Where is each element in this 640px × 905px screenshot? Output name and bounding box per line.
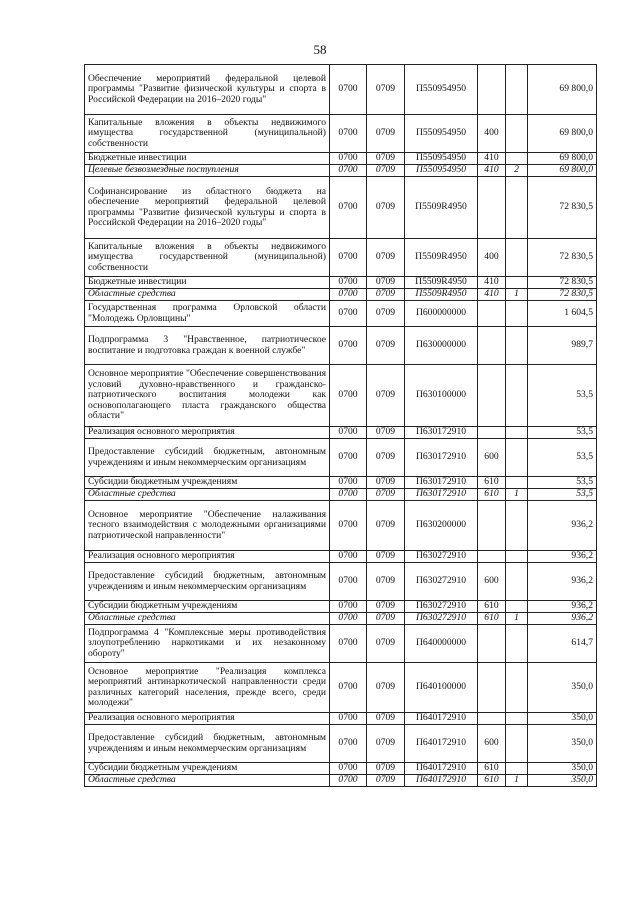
- row-name-cell: Основное мероприятие "Обеспечение налаживания тесного взаимодействия с молодежными организациями патриотической направленности": [85, 501, 330, 551]
- expense-type-cell: [478, 713, 506, 725]
- target-article-cell: П640100000: [405, 663, 478, 713]
- target-article-cell: П550954950: [405, 165, 478, 177]
- expense-type-cell: [478, 365, 506, 427]
- funding-source-cell: [506, 115, 528, 153]
- row-name-cell: Обеспечение мероприятий федеральной целевой программы "Развитие физической культуры и спорта в Российской Федерации на 2016–2020 годы": [85, 65, 330, 115]
- subsection-code-cell: 0709: [367, 477, 405, 489]
- funding-source-cell: [506, 763, 528, 775]
- section-code-cell: 0700: [330, 427, 367, 439]
- section-code-cell: 0700: [330, 501, 367, 551]
- funding-source-cell: 1: [506, 775, 528, 787]
- section-code-cell: 0700: [330, 663, 367, 713]
- expense-type-cell: [478, 65, 506, 115]
- subsection-code-cell: 0709: [367, 177, 405, 239]
- amount-cell: 69 800,0: [528, 65, 597, 115]
- row-name-cell: Реализация основного мероприятия: [85, 551, 330, 563]
- expense-type-cell: 410: [478, 153, 506, 165]
- table-row: [85, 551, 597, 563]
- expense-type-cell: [478, 177, 506, 239]
- funding-source-cell: [506, 625, 528, 663]
- expense-type-cell: 400: [478, 115, 506, 153]
- funding-source-cell: [506, 239, 528, 277]
- table-row: [85, 625, 597, 663]
- subsection-code-cell: 0709: [367, 775, 405, 787]
- table-row: [85, 563, 597, 601]
- row-name-cell: Основное мероприятие "Обеспечение совершенствования условий духовно-нравственного и гражданско-патриотического воспитания молодежи как основополагающего пласта гражданского общества области": [85, 365, 330, 427]
- table-row: [85, 489, 597, 501]
- subsection-code-cell: 0709: [367, 613, 405, 625]
- row-name-cell: Бюджетные инвестиции: [85, 153, 330, 165]
- target-article-cell: П630272910: [405, 551, 478, 563]
- subsection-code-cell: 0709: [367, 551, 405, 563]
- expense-type-cell: 610: [478, 477, 506, 489]
- row-name-cell: Капитальные вложения в объекты недвижимого имущества государственной (муниципальной) собственности: [85, 115, 330, 153]
- section-code-cell: 0700: [330, 551, 367, 563]
- section-code-cell: 0700: [330, 239, 367, 277]
- section-code-cell: 0700: [330, 277, 367, 289]
- subsection-code-cell: 0709: [367, 501, 405, 551]
- amount-cell: 989,7: [528, 327, 597, 365]
- subsection-code-cell: 0709: [367, 165, 405, 177]
- table-row: [85, 239, 597, 277]
- subsection-code-cell: 0709: [367, 65, 405, 115]
- expense-type-cell: 400: [478, 239, 506, 277]
- row-name-cell: Субсидии бюджетным учреждениям: [85, 477, 330, 489]
- amount-cell: 72 830,5: [528, 177, 597, 239]
- amount-cell: 350,0: [528, 763, 597, 775]
- subsection-code-cell: 0709: [367, 601, 405, 613]
- target-article-cell: П550954950: [405, 65, 478, 115]
- table-row: [85, 327, 597, 365]
- subsection-code-cell: 0709: [367, 239, 405, 277]
- amount-cell: 53,5: [528, 365, 597, 427]
- row-name-cell: Подпрограмма 3 "Нравственное, патриотическое воспитание и подготовка граждан к военной службе": [85, 327, 330, 365]
- funding-source-cell: [506, 477, 528, 489]
- expense-type-cell: 610: [478, 601, 506, 613]
- row-name-cell: Субсидии бюджетным учреждениям: [85, 601, 330, 613]
- expense-type-cell: [478, 625, 506, 663]
- expense-type-cell: 410: [478, 165, 506, 177]
- amount-cell: 53,5: [528, 477, 597, 489]
- row-name-cell: Бюджетные инвестиции: [85, 277, 330, 289]
- amount-cell: 69 800,0: [528, 115, 597, 153]
- section-code-cell: 0700: [330, 563, 367, 601]
- section-code-cell: 0700: [330, 613, 367, 625]
- funding-source-cell: [506, 177, 528, 239]
- amount-cell: 350,0: [528, 713, 597, 725]
- section-code-cell: 0700: [330, 301, 367, 327]
- target-article-cell: П5509R4950: [405, 277, 478, 289]
- amount-cell: 53,5: [528, 427, 597, 439]
- amount-cell: 936,2: [528, 613, 597, 625]
- expense-type-cell: [478, 663, 506, 713]
- section-code-cell: 0700: [330, 327, 367, 365]
- expense-type-cell: 410: [478, 289, 506, 301]
- page-number: 58: [313, 42, 327, 57]
- funding-source-cell: 1: [506, 489, 528, 501]
- target-article-cell: П5509R4950: [405, 177, 478, 239]
- row-name-cell: Реализация основного мероприятия: [85, 713, 330, 725]
- table-row: [85, 763, 597, 775]
- row-name-cell: Областные средства: [85, 613, 330, 625]
- expense-type-cell: [478, 501, 506, 551]
- amount-cell: 936,2: [528, 563, 597, 601]
- amount-cell: 72 830,5: [528, 277, 597, 289]
- table-row: [85, 477, 597, 489]
- budget-table: [84, 64, 597, 787]
- funding-source-cell: [506, 301, 528, 327]
- expense-type-cell: [478, 327, 506, 365]
- subsection-code-cell: 0709: [367, 563, 405, 601]
- row-name-cell: Предоставление субсидий бюджетным, автономным учреждениям и иным некоммерческим организациям: [85, 439, 330, 477]
- section-code-cell: 0700: [330, 713, 367, 725]
- section-code-cell: 0700: [330, 489, 367, 501]
- subsection-code-cell: 0709: [367, 713, 405, 725]
- subsection-code-cell: 0709: [367, 327, 405, 365]
- target-article-cell: П630200000: [405, 501, 478, 551]
- funding-source-cell: [506, 725, 528, 763]
- funding-source-cell: [506, 551, 528, 563]
- funding-source-cell: 1: [506, 289, 528, 301]
- funding-source-cell: [506, 663, 528, 713]
- row-name-cell: Подпрограмма 4 "Комплексные меры противодействия злоупотреблению наркотиками и их незаконному обороту": [85, 625, 330, 663]
- subsection-code-cell: 0709: [367, 439, 405, 477]
- section-code-cell: 0700: [330, 725, 367, 763]
- funding-source-cell: [506, 65, 528, 115]
- target-article-cell: П640172910: [405, 763, 478, 775]
- target-article-cell: П550954950: [405, 153, 478, 165]
- row-name-cell: Предоставление субсидий бюджетным, автономным учреждениям и иным некоммерческим организациям: [85, 725, 330, 763]
- funding-source-cell: [506, 153, 528, 165]
- row-name-cell: Областные средства: [85, 289, 330, 301]
- table-row: [85, 663, 597, 713]
- amount-cell: 72 830,5: [528, 289, 597, 301]
- expense-type-cell: 600: [478, 725, 506, 763]
- funding-source-cell: [506, 427, 528, 439]
- expense-type-cell: 610: [478, 775, 506, 787]
- budget-table-body: [85, 65, 597, 787]
- target-article-cell: П630000000: [405, 327, 478, 365]
- table-row: [85, 427, 597, 439]
- expense-type-cell: [478, 427, 506, 439]
- table-row: [85, 301, 597, 327]
- subsection-code-cell: 0709: [367, 725, 405, 763]
- section-code-cell: 0700: [330, 477, 367, 489]
- table-row: [85, 439, 597, 477]
- target-article-cell: П550954950: [405, 115, 478, 153]
- section-code-cell: 0700: [330, 65, 367, 115]
- target-article-cell: П5509R4950: [405, 239, 478, 277]
- target-article-cell: П640000000: [405, 625, 478, 663]
- amount-cell: 936,2: [528, 551, 597, 563]
- amount-cell: 69 800,0: [528, 153, 597, 165]
- target-article-cell: П630172910: [405, 477, 478, 489]
- row-name-cell: Предоставление субсидий бюджетным, автономным учреждениям и иным некоммерческим организациям: [85, 563, 330, 601]
- target-article-cell: П600000000: [405, 301, 478, 327]
- section-code-cell: 0700: [330, 763, 367, 775]
- row-name-cell: Областные средства: [85, 489, 330, 501]
- expense-type-cell: 610: [478, 763, 506, 775]
- amount-cell: 936,2: [528, 601, 597, 613]
- target-article-cell: П630172910: [405, 439, 478, 477]
- section-code-cell: 0700: [330, 165, 367, 177]
- section-code-cell: 0700: [330, 177, 367, 239]
- amount-cell: 350,0: [528, 775, 597, 787]
- funding-source-cell: [506, 327, 528, 365]
- subsection-code-cell: 0709: [367, 489, 405, 501]
- expense-type-cell: [478, 551, 506, 563]
- expense-type-cell: 600: [478, 439, 506, 477]
- row-name-cell: Капитальные вложения в объекты недвижимого имущества государственной (муниципальной) собственности: [85, 239, 330, 277]
- funding-source-cell: 1: [506, 613, 528, 625]
- section-code-cell: 0700: [330, 625, 367, 663]
- funding-source-cell: [506, 501, 528, 551]
- funding-source-cell: 2: [506, 165, 528, 177]
- target-article-cell: П630100000: [405, 365, 478, 427]
- row-name-cell: Субсидии бюджетным учреждениям: [85, 763, 330, 775]
- target-article-cell: П640172910: [405, 725, 478, 763]
- subsection-code-cell: 0709: [367, 289, 405, 301]
- section-code-cell: 0700: [330, 775, 367, 787]
- table-row: [85, 65, 597, 115]
- table-row: [85, 613, 597, 625]
- section-code-cell: 0700: [330, 439, 367, 477]
- amount-cell: 350,0: [528, 663, 597, 713]
- table-row: [85, 725, 597, 763]
- subsection-code-cell: 0709: [367, 277, 405, 289]
- expense-type-cell: [478, 301, 506, 327]
- section-code-cell: 0700: [330, 289, 367, 301]
- amount-cell: 69 800,0: [528, 165, 597, 177]
- section-code-cell: 0700: [330, 153, 367, 165]
- table-row: [85, 501, 597, 551]
- funding-source-cell: [506, 365, 528, 427]
- target-article-cell: П630172910: [405, 427, 478, 439]
- target-article-cell: П640172910: [405, 775, 478, 787]
- amount-cell: 614,7: [528, 625, 597, 663]
- funding-source-cell: [506, 439, 528, 477]
- subsection-code-cell: 0709: [367, 663, 405, 713]
- row-name-cell: Реализация основного мероприятия: [85, 427, 330, 439]
- target-article-cell: П630272910: [405, 563, 478, 601]
- row-name-cell: Государственная программа Орловской области "Молодежь Орловщины": [85, 301, 330, 327]
- row-name-cell: Софинансирование из областного бюджета на обеспечение мероприятий федеральной целевой программы "Развитие физической культуры и спорта в Российской Федерации на 2016–2020 годы": [85, 177, 330, 239]
- target-article-cell: П630272910: [405, 613, 478, 625]
- table-row: [85, 177, 597, 239]
- expense-type-cell: 600: [478, 563, 506, 601]
- table-row: [85, 277, 597, 289]
- expense-type-cell: 410: [478, 277, 506, 289]
- row-name-cell: Целевые безвозмездные поступления: [85, 165, 330, 177]
- subsection-code-cell: 0709: [367, 153, 405, 165]
- subsection-code-cell: 0709: [367, 365, 405, 427]
- target-article-cell: П5509R4950: [405, 289, 478, 301]
- row-name-cell: Основное мероприятие "Реализация комплекса мероприятий антинаркотической направленности среди различных категорий населения, прежде всего, среди молодежи": [85, 663, 330, 713]
- table-row: [85, 153, 597, 165]
- funding-source-cell: [506, 601, 528, 613]
- target-article-cell: П630272910: [405, 601, 478, 613]
- section-code-cell: 0700: [330, 365, 367, 427]
- amount-cell: 936,2: [528, 501, 597, 551]
- funding-source-cell: [506, 277, 528, 289]
- target-article-cell: П640172910: [405, 713, 478, 725]
- table-row: [85, 365, 597, 427]
- table-row: [85, 775, 597, 787]
- subsection-code-cell: 0709: [367, 115, 405, 153]
- subsection-code-cell: 0709: [367, 763, 405, 775]
- subsection-code-cell: 0709: [367, 427, 405, 439]
- expense-type-cell: 610: [478, 613, 506, 625]
- amount-cell: 53,5: [528, 439, 597, 477]
- amount-cell: 53,5: [528, 489, 597, 501]
- funding-source-cell: [506, 563, 528, 601]
- row-name-cell: Областные средства: [85, 775, 330, 787]
- table-row: [85, 165, 597, 177]
- amount-cell: 1 604,5: [528, 301, 597, 327]
- expense-type-cell: 610: [478, 489, 506, 501]
- subsection-code-cell: 0709: [367, 625, 405, 663]
- funding-source-cell: [506, 713, 528, 725]
- target-article-cell: П630172910: [405, 489, 478, 501]
- section-code-cell: 0700: [330, 601, 367, 613]
- section-code-cell: 0700: [330, 115, 367, 153]
- table-row: [85, 289, 597, 301]
- amount-cell: 72 830,5: [528, 239, 597, 277]
- table-row: [85, 713, 597, 725]
- table-row: [85, 115, 597, 153]
- amount-cell: 350,0: [528, 725, 597, 763]
- subsection-code-cell: 0709: [367, 301, 405, 327]
- table-row: [85, 601, 597, 613]
